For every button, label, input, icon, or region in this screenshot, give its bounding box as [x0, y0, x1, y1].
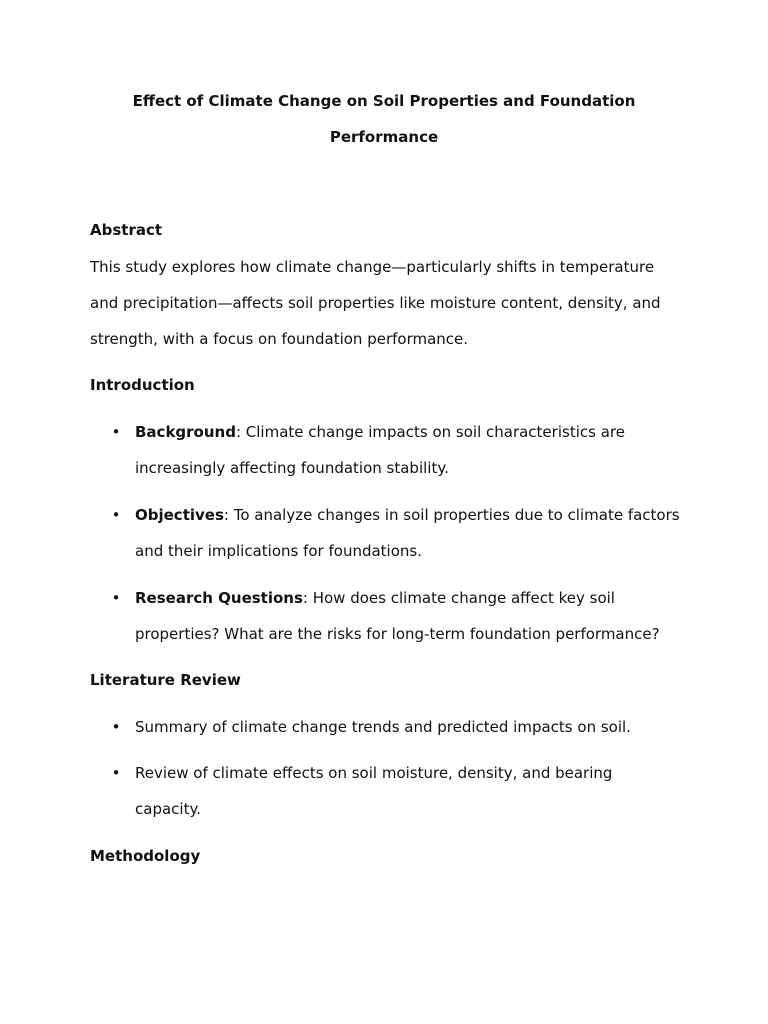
- list-item-body: : How does climate change affect key soil properties? What are the risks for long-term foundation performance?: [135, 589, 660, 643]
- list-item-lead: Research Questions: [135, 589, 303, 607]
- heading-abstract: Abstract: [90, 221, 163, 239]
- bullet-icon: •: [111, 589, 121, 607]
- bullet-icon: •: [111, 506, 121, 524]
- heading-literature-review: Literature Review: [90, 671, 241, 689]
- abstract-text: This study explores how climate change—particularly shifts in temperature and precipitation—affects soil properties like moisture content, density, and strength, with a focus on foundation performance.: [90, 258, 661, 348]
- list-item-body: : To analyze changes in soil properties due to climate factors and their implications for foundations.: [135, 506, 680, 560]
- document-title: Effect of Climate Change on Soil Properties and Foundation Performance: [132, 92, 636, 146]
- list-item-lead: Objectives: [135, 506, 224, 524]
- bullet-icon: •: [111, 718, 121, 736]
- list-item-lead: Background: [135, 423, 236, 441]
- heading-introduction: Introduction: [90, 376, 195, 394]
- bullet-icon: •: [111, 423, 121, 441]
- list-item-text: [135, 414, 680, 486]
- list-item-body: : Climate change impacts on soil characteristics are increasingly affecting foundation stability.: [135, 423, 625, 477]
- list-item-text: [135, 580, 680, 652]
- list-item-text: Summary of climate change trends and predicted impacts on soil.: [135, 718, 631, 736]
- list-item-text: [135, 497, 680, 569]
- list-item-text: Review of climate effects on soil moisture, density, and bearing capacity.: [135, 764, 613, 818]
- heading-methodology: Methodology: [90, 847, 201, 865]
- bullet-icon: •: [111, 764, 121, 782]
